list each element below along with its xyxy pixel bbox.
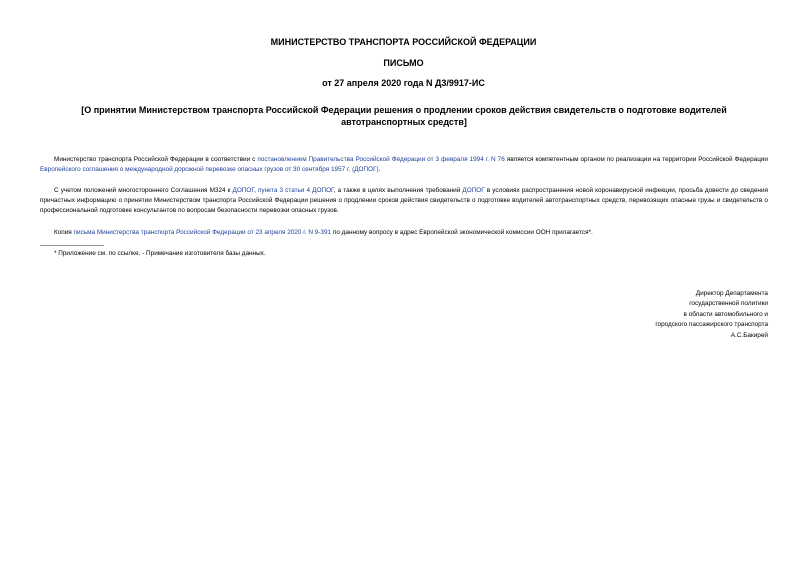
paragraph-2-text-3: , а также в целях выполнения требований — [333, 187, 463, 194]
paragraph-2-text-4: в условиях распространения новой коронавирусной инфекции, просьба довести до сведения причастных информацию о принятии Министерством транспорта Российской Федерации решения о продлении сроков действия свидетельств о подготовке водителей автотранспортных средств, перевозящих опасные грузы и свидетельств о профессиональной подготовке консультантов по вопросам безопасности перевозки опасных грузов. — [40, 187, 768, 214]
ministry-name: МИНИСТЕРСТВО ТРАНСПОРТА РОССИЙСКОЙ ФЕДЕРАЦИИ — [270, 37, 537, 47]
footnote: * Приложение см. по ссылке. - Примечание изготовителя базы данных. — [54, 250, 266, 257]
signatory-name: А.С.Бакирей — [730, 331, 768, 339]
paragraph-2-text-2: , — [254, 187, 258, 194]
link-adr-agreement[interactable]: Европейского соглашения о международной дорожной перевозке опасных грузов от 30 сентября 1957 г. (ДОПОГ) — [40, 166, 379, 173]
link-adr-2[interactable]: ДОПОГ — [462, 187, 485, 194]
paragraph-2-text-1: С учетом положений многостороннего Соглашения М324 к — [54, 187, 233, 194]
signature-line-4: городского пассажирского транспорта — [655, 321, 768, 329]
signature-line-3: в области автомобильного и — [683, 310, 768, 318]
paragraph-1-text-3: . — [378, 166, 381, 173]
paragraph-1 — [40, 155, 768, 175]
link-adr-1[interactable]: ДОПОГ — [232, 187, 255, 194]
link-government-decree[interactable]: постановлением Правительства Российской Федерации от 3 февраля 1994 г. N 76 — [257, 156, 505, 163]
link-ministry-letter[interactable]: письма Министерства транспорта Российской Федерации от 23 апреля 2020 г. N 9-391 — [73, 229, 332, 236]
document-title: [О принятии Министерством транспорта Российской Федерации решения о продлении сроков действия свидетельств о подготовке водителей автотранспортных средств] — [81, 105, 727, 127]
document-type: ПИСЬМО — [383, 58, 424, 68]
paragraph-3-text-1: Копия — [54, 229, 74, 236]
paragraph-2 — [40, 186, 768, 216]
paragraph-1-text-1: Министерство транспорта Российской Федерации в соответствии с — [54, 156, 258, 163]
paragraph-3-text-2: по данному вопросу в адрес Европейской экономической комиссии ООН прилагается*. — [331, 229, 593, 236]
footnote-divider — [40, 245, 104, 246]
signature-block — [528, 289, 768, 341]
signature-line-1: Директор Департамента — [695, 290, 768, 297]
signature-line-2: государственной политики — [689, 300, 768, 308]
document-date-number: от 27 апреля 2020 года N Д3/9917-ИС — [322, 78, 485, 88]
paragraph-1-text-2: является компетентным органом по реализации на территории Российской Федерации — [504, 156, 768, 163]
paragraph-3 — [40, 228, 768, 238]
link-adr-article-4[interactable]: пункта 3 статьи 4 ДОПОГ — [257, 187, 334, 194]
